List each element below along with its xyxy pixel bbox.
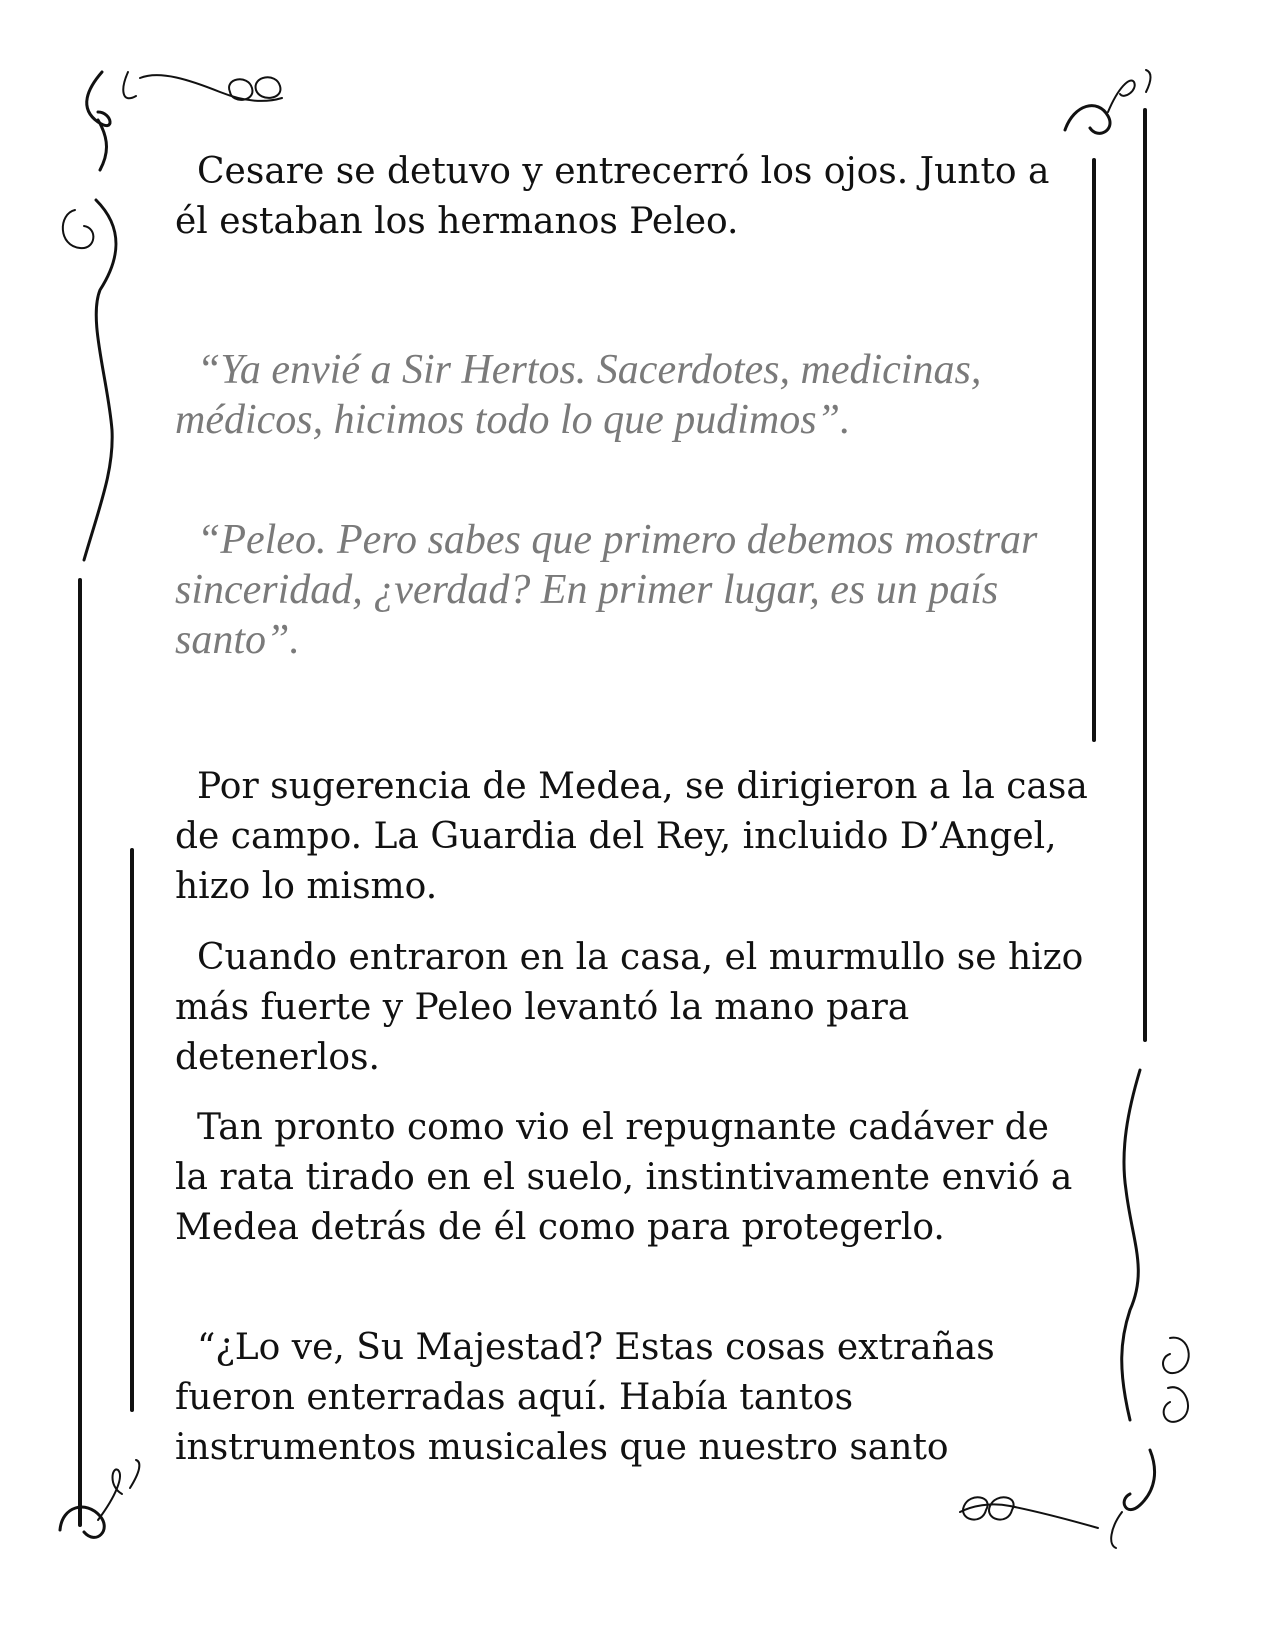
- paragraph-block-3: [175, 933, 1090, 1083]
- paragraph: Cesare se detuvo y entrecerró los ojos. Junto a él estaban los hermanos Peleo.: [175, 151, 1050, 242]
- paragraph-block-2: [175, 762, 1090, 912]
- paragraph-block-1: [175, 147, 1090, 247]
- quote-block-2: [175, 515, 1085, 665]
- quote-paragraph: “Ya envié a Sir Hertos. Sacerdotes, medicinas, médicos, hicimos todo lo que pudimos”.: [175, 347, 982, 443]
- paragraph-block-4: [175, 1103, 1090, 1253]
- quote-paragraph: “Peleo. Pero sabes que primero debemos mostrar sinceridad, ¿verdad? En primer lugar, es un país santo”.: [175, 517, 1038, 663]
- paragraph: Cuando entraron en la casa, el murmullo se hizo más fuerte y Peleo levantó la mano para detenerlos.: [175, 937, 1084, 1078]
- paragraph: “¿Lo ve, Su Majestad? Estas cosas extrañas fueron enterradas aquí. Había tantos instrumentos musicales que nuestro santo: [175, 1327, 995, 1468]
- top-left-flourish-ornament: [63, 72, 282, 560]
- top-right-flourish-ornament: [1065, 70, 1151, 133]
- paragraph: Por sugerencia de Medea, se dirigieron a la casa de campo. La Guardia del Rey, incluido D’Angel, hizo lo mismo.: [175, 766, 1088, 907]
- bottom-left-flourish-ornament: [60, 1460, 139, 1537]
- paragraph: Tan pronto como vio el repugnante cadáver de la rata tirado en el suelo, instintivamente envió a Medea detrás de él como para protegerlo.: [175, 1107, 1073, 1248]
- quote-block-1: [175, 345, 1085, 445]
- paragraph-block-5: [175, 1323, 1090, 1473]
